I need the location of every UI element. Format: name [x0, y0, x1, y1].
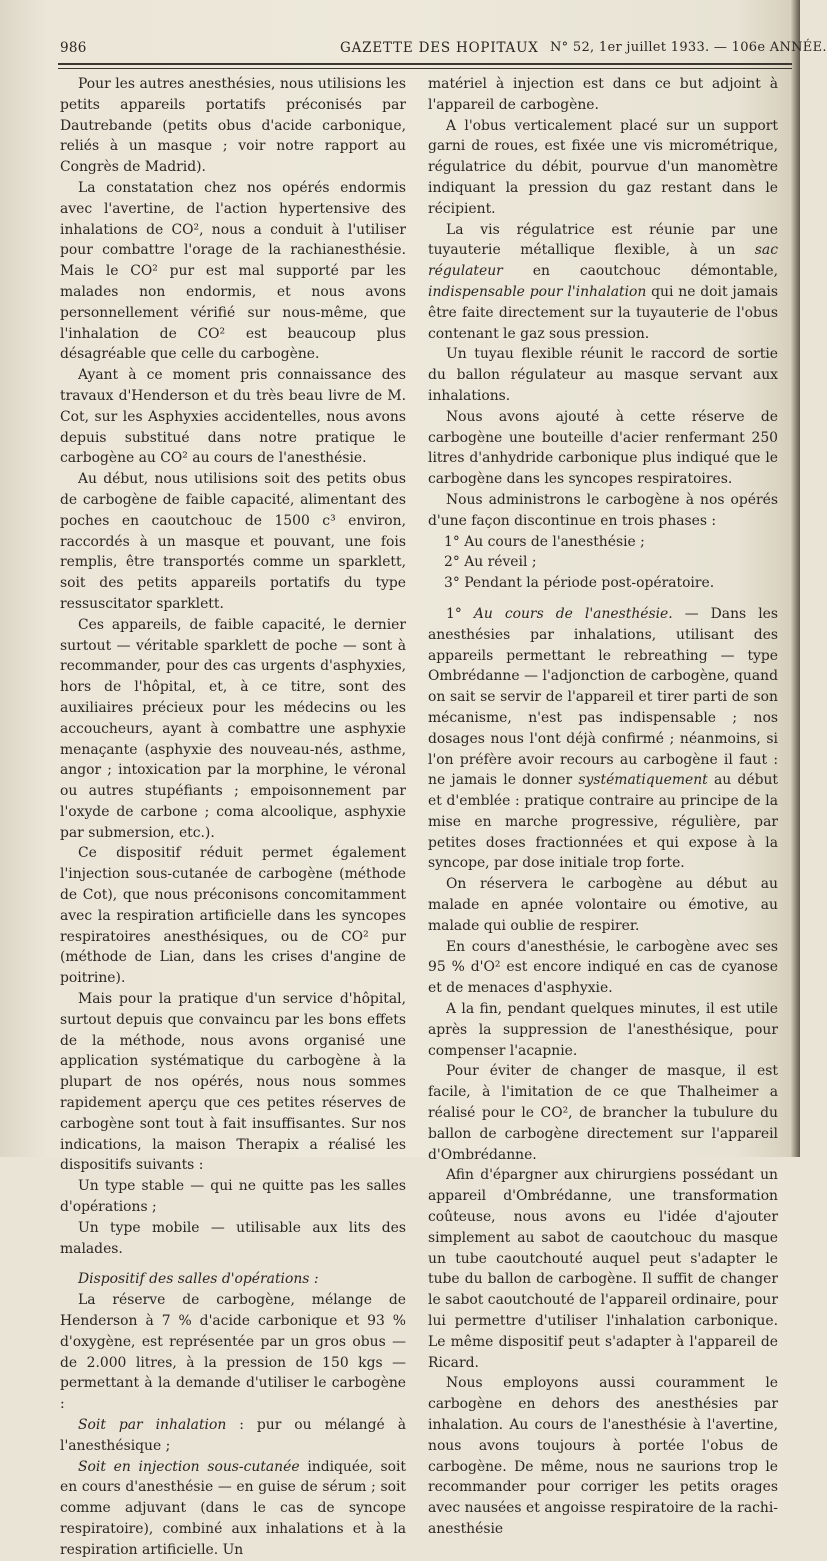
paragraph-text: La vis régulatrice est réunie par une tuyauterie métallique flexible, à un — [428, 221, 778, 259]
list-item: 3° Pendant la période post-opératoire. — [444, 575, 715, 592]
paragraph: Un type mobile — utilisable aux lits des malades. — [60, 1219, 406, 1257]
right-column — [428, 74, 778, 1540]
paragraph-text: 1° — [446, 605, 474, 622]
section-heading — [60, 1269, 406, 1290]
paragraph-text: en caoutchouc démontable, — [502, 263, 778, 280]
paragraph-text: au début et d'emblée : pratique contraire au principe de la mise en marche progressive, régulière, par petites doses fractionnées et qui expose à la syncope, par dose initiale trop forte. — [428, 772, 778, 872]
paragraph — [60, 1457, 406, 1561]
paragraph: A la fin, pendant quelques minutes, il est utile après la suppression de l'anesthésique, pour compenser l'acapnie. — [428, 1001, 778, 1059]
page-number: 986 — [60, 40, 87, 56]
paragraph: La réserve de carbogène, mélange de Henderson à 7 % d'acide carbonique et 93 % d'oxygène, est représentée par un gros obus — de 2.000 litres, à la pression de 150 kgs — permettant à la demande d'utiliser le carbogène : — [60, 1292, 406, 1413]
paragraph: La constatation chez nos opérés endormis avec l'avertine, de l'action hypertensive des inhalations de CO², nous a conduit à l'utiliser pour combattre l'orage de la rachianesthésie. Mais le CO² pur est mal supporté par les malades non endormis, et nous avons personnellement vérifié sur nous-même, que l'inhalation de CO² est beaucoup plus désagréable que celle du carbogène. — [60, 179, 406, 363]
paragraph: Ces appareils, de faible capacité, le dernier surtout — véritable sparklett de poche — sont à recommander, pour des cas urgents d'asphyxies, hors de l'hôpital, et, à ce titre, sont des auxiliaires précieux pour les médecins ou les accoucheurs, ayant à combattre une asphyxie menaçante (asphyxie des nouveau-nés, asthme, angor ; intoxication par la morphine, le véronal ou autres stupéfiants ; empoisonnement par l'oxyde de carbone ; coma alcoolique, asphyxie par submersion, etc.). — [60, 616, 406, 841]
paragraph: Un type stable — qui ne quitte pas les salles d'opérations ; — [60, 1178, 406, 1216]
paragraph — [428, 604, 778, 874]
paragraph: Pour éviter de changer de masque, il est facile, à l'imitation de ce que Thalheimer a réalisé pour le CO², de brancher la tubulure du ballon de carbogène directement sur l'appareil d'Ombrédanne. — [428, 1063, 778, 1163]
emphasis: Soit par inhalation — [78, 1417, 227, 1433]
paragraph: Au début, nous utilisions soit des petits obus de carbogène de faible capacité, alimentant des poches en caoutchouc de 1500 c³ environ, raccordés à un masque et pouvant, une fois remplis, être transportés comme un sparklett, soit des petits appareils portatifs du type ressuscitator sparklett. — [60, 471, 406, 612]
paragraph — [60, 1415, 406, 1457]
emphasis: Au cours de l'anesthésie. — [473, 605, 673, 622]
paragraph: Afin d'épargner aux chirurgiens possédant un appareil d'Ombrédanne, une transformation coûteuse, nous avons eu l'idée d'ajouter simplement au sabot de caoutchouc du masque un tube caoutchouté auquel peut s'adapter le tube du ballon de carbogène. Il suffit de changer le sabot caoutchouté de l'appareil ordinaire, pour lui permettre d'utiliser l'inhalation carbonique. Le même dispositif peut s'adapter à l'appareil de Ricard. — [428, 1167, 778, 1371]
page-edge-shadow — [791, 0, 800, 1157]
emphasis: sac régulateur — [428, 242, 778, 280]
paragraph-text: : pur ou mélangé à l'anesthésique ; — [60, 1417, 406, 1454]
emphasis: indispensable pour l'inhalation — [428, 283, 647, 300]
paragraph: A l'obus verticalement placé sur un support garni de roues, est fixée une vis micrométrique, régulatrice du débit, pourvue d'un manomètre indiquant la pression du gaz restant dans le récipient. — [428, 117, 778, 217]
header-rule-thick — [58, 63, 792, 65]
emphasis: Soit en injection sous-cutanée — [78, 1458, 300, 1475]
paragraph: En cours d'anesthésie, le carbogène avec ses 95 % d'O² est encore indiqué en cas de cyanose et de menaces d'asphyxie. — [428, 938, 778, 997]
issue-info: N° 52, 1er juillet 1933. — 106e ANNÉE. — [550, 40, 827, 55]
paragraph-text: qui ne doit jamais être faite directement sur la tuyauterie de l'obus contenant le gaz sous pression. — [428, 283, 778, 342]
paragraph: Ce dispositif réduit permet également l'injection sous-cutanée de carbogène (méthode de Cot), que nous préconisons concomitamment avec la respiration artificielle dans les syncopes respiratoires anesthésiques, ou de CO² pur (méthode de Lian, dans les crises d'angine de poitrine). — [60, 845, 406, 987]
paragraph — [428, 220, 778, 345]
section-heading-text: Dispositif des salles d'opérations : — [78, 1271, 319, 1288]
paragraph: Ayant à ce moment pris connaissance des travaux d'Henderson et du très beau livre de M. Cot, sur les Asphyxies accidentelles, nous avons depuis substitué dans notre pratique le carbogène au CO² au cours de l'anesthésie. — [60, 367, 406, 467]
paragraph: Un tuyau flexible réunit le raccord de sortie du ballon régulateur au masque servant aux inhalations. — [428, 346, 778, 404]
paragraph-continued: matériel à injection est dans ce but adjoint à l'appareil de carbogène. — [428, 76, 778, 113]
left-column — [60, 74, 406, 1561]
paragraph: On réservera le carbogène au début au malade en apnée volontaire ou émotive, au malade qui oublie de respirer. — [428, 876, 778, 934]
paragraph-text: — Dans les anesthésies par inhalations, utilisant des appareils permettant le rebreathing — type Ombrédanne — l'adjonction de carbogène, quand on sait se servir de l'appareil et tirer parti de son mécanisme, n'est pas indispensable ; nos dosages nous l'ont déjà confirmé ; néanmoins, si l'on préfère avoir recours au carbogène il faut : ne jamais le donner — [428, 605, 778, 789]
header-rule-thin — [58, 68, 792, 69]
journal-title: GAZETTE DES HOPITAUX — [340, 40, 539, 56]
paragraph: Mais pour la pratique d'un service d'hôpital, surtout depuis que convaincu par les bons effets de la méthode, nous avons organisé une application systématique du carbogène à la plupart de nos opérés, nous nous sommes rapidement aperçu que ces petites réserves de carbogène sont tout à fait insuffisantes. Sur nos indications, la maison Therapix a réalisé les dispositifs suivants : — [60, 991, 406, 1174]
running-header — [58, 40, 827, 62]
emphasis: systématiquement — [578, 772, 708, 789]
paragraph: Nous administrons le carbogène à nos opérés d'une façon discontinue en trois phases : — [428, 491, 778, 529]
paragraph: Pour les autres anesthésies, nous utilisions les petits appareils portatifs préconisés par Dautrebande (petits obus d'acide carbonique, reliés à un masque ; voir notre rapport au Congrès de Madrid). — [60, 76, 406, 176]
list-item: 2° Au réveil ; — [444, 554, 537, 571]
paragraph: Nous employons aussi couramment le carbogène en dehors des anesthésies par inhalation. Au cours de l'anesthésie à l'avertine, nous avons toujours à portée l'obus de carbogène. De même, nous ne saurions trop le recommander pour corriger les petits orages avec nausées et angoisse respiratoire de la rachi-anesthésie — [428, 1375, 778, 1537]
list-item: 1° Au cours de l'anesthésie ; — [444, 533, 645, 550]
paragraph-text: indiquée, soit en cours d'anesthésie — en guise de sérum ; soit comme adjuvant (dans le cas de syncope respiratoire), combiné aux inhalations et à la respiration artificielle. Un — [60, 1458, 406, 1558]
paragraph: Nous avons ajouté à cette réserve de carbogène une bouteille d'acier renfermant 250 litres d'anhydride carbonique plus indiqué que le carbogène dans les syncopes respiratoires. — [428, 408, 778, 488]
